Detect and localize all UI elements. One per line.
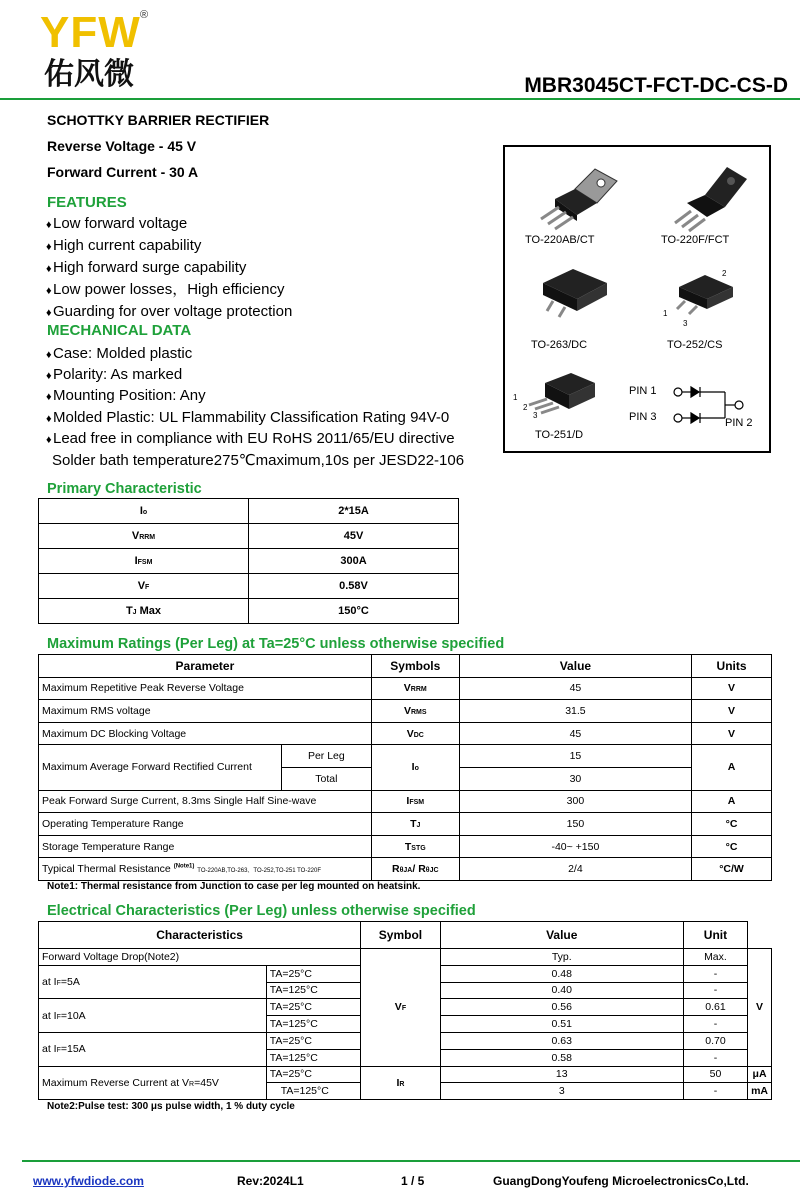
to251-pin-number-2: 2 — [523, 403, 528, 412]
table-row — [39, 524, 459, 549]
param-label: Peak Forward Surge Current, 8.3ms Single Half Sine-wave — [42, 795, 317, 808]
bullet-icon: ♦ — [46, 285, 52, 297]
mechanical-item — [46, 365, 182, 386]
value-cell — [459, 722, 691, 745]
column-header-label: Value — [559, 658, 592, 673]
mechanical-item — [46, 386, 206, 407]
symbol: I — [406, 795, 410, 808]
param-label: Storage Temperature Range — [42, 840, 175, 853]
unit: A — [727, 795, 736, 808]
condition-cell — [39, 965, 267, 999]
max-ratings-heading: Maximum Ratings (Per Leg) at Ta=25°C unless otherwise specified — [47, 636, 505, 652]
temperature: TA=25°C — [269, 1001, 312, 1014]
to252-package-icon — [677, 275, 733, 314]
condition-subscript: F — [56, 1013, 61, 1021]
table-row — [39, 677, 772, 700]
vf-label: Forward Voltage Drop(Note2) — [42, 950, 180, 963]
to252-pin-number-3: 3 — [683, 319, 688, 328]
param-subscript: J — [132, 609, 137, 616]
electrical-heading: Electrical Characteristics (Per Leg) unless otherwise specified — [47, 903, 476, 919]
typ-cell — [440, 1032, 683, 1049]
unit-cell — [692, 858, 772, 881]
value: 150 — [566, 817, 585, 830]
table-row — [39, 722, 772, 745]
max-cell — [683, 982, 747, 999]
param-note: (Note1) — [173, 863, 195, 870]
symbol-subscript: FSM — [409, 799, 425, 807]
symbol-subscript: F — [401, 1005, 407, 1013]
reverse-voltage-rating: Reverse Voltage - 45 V — [47, 138, 197, 154]
unit: °C/W — [719, 863, 744, 876]
max-cell — [683, 1016, 747, 1033]
max-ratings-note: Note1: Thermal resistance from Junction to case per leg mounted on heatsink. — [47, 881, 421, 892]
mechanical-item — [46, 429, 455, 450]
symbol-cell — [371, 677, 459, 700]
primary-characteristic-heading: Primary Characteristic — [47, 481, 202, 497]
table-row — [39, 1066, 772, 1083]
column-header — [361, 922, 440, 949]
mechanical-text: Case: Molded plastic — [53, 345, 193, 362]
condition-cell — [39, 1032, 267, 1066]
symbol-subscript: STG — [411, 844, 426, 852]
typ-label: Typ. — [551, 950, 572, 963]
param-cell — [39, 499, 249, 524]
value-cell — [249, 599, 459, 624]
temperature-cell — [266, 1016, 360, 1033]
value: 2/4 — [568, 863, 583, 876]
value-cell — [459, 700, 691, 723]
unit-cell — [748, 1066, 772, 1083]
mechanical-text: Molded Plastic: UL Flammability Classification Rating 94V-0 — [53, 409, 450, 426]
param-value: 300A — [340, 555, 367, 567]
unit-cell — [692, 835, 772, 858]
unit-cell — [692, 677, 772, 700]
page-number: 1 / 5 — [401, 1174, 425, 1188]
feature-item — [46, 302, 292, 323]
electrical-note: Note2:Pulse test: 300 μs pulse width, 1 % duty cycle — [47, 1101, 295, 1112]
unit: μA — [752, 1068, 767, 1081]
value-cell — [459, 813, 691, 836]
table-row — [39, 835, 772, 858]
bullet-icon: ♦ — [46, 413, 52, 425]
website-link[interactable]: www.yfwdiode.com — [33, 1174, 144, 1188]
feature-item — [46, 214, 187, 235]
max-cell — [683, 999, 747, 1016]
package-label-to263: TO-263/DC — [531, 339, 588, 351]
symbol-subscript: J — [416, 821, 421, 829]
column-header-label: Parameter — [175, 658, 235, 673]
solder-bath-note: Solder bath temperature275℃maximum,10s per JESD22-106 — [52, 452, 465, 469]
package-outline-box — [503, 145, 771, 453]
footer-divider — [22, 1160, 800, 1162]
pin3-label: PIN 3 — [629, 411, 657, 423]
value-cell — [249, 549, 459, 574]
typ-cell — [440, 1066, 683, 1083]
column-header-label: Symbols — [390, 658, 441, 673]
symbol-subscript: R — [399, 1080, 405, 1088]
symbol: I — [411, 761, 415, 774]
param-suffix: Max — [136, 605, 162, 617]
bullet-icon: ♦ — [46, 307, 52, 319]
column-header-label: Symbol — [378, 928, 423, 942]
param-label: Maximum Repetitive Peak Reverse Voltage — [42, 682, 244, 695]
column-header — [440, 922, 683, 949]
symbol-cell — [371, 835, 459, 858]
brand-logo — [40, 8, 150, 58]
unit: mA — [751, 1085, 768, 1098]
symbol: V — [403, 704, 411, 717]
max-value: 0.61 — [705, 1001, 726, 1014]
param-symbol: T — [125, 605, 133, 617]
param-symbol: V — [131, 530, 140, 542]
value: 45 — [569, 727, 582, 740]
param-cell — [39, 677, 372, 700]
param-cell — [39, 813, 372, 836]
vf-symbol-cell — [361, 949, 440, 1067]
forward-current-rating: Forward Current - 30 A — [47, 164, 199, 180]
param-subscript: F — [145, 584, 150, 591]
typ-value: 0.51 — [551, 1018, 572, 1031]
package-label-to220f: TO-220F/FCT — [661, 234, 730, 246]
max-cell — [683, 965, 747, 982]
max-header-cell — [683, 949, 747, 966]
unit-cell — [692, 790, 772, 813]
mechanical-text: Mounting Position: Any — [53, 387, 206, 404]
feature-text: High current capability — [53, 237, 202, 254]
vf-label-cell — [39, 949, 361, 966]
condition-subscript: F — [56, 1047, 61, 1055]
value-cell — [249, 574, 459, 599]
unit: V — [728, 682, 736, 695]
typ-cell — [440, 999, 683, 1016]
temperature: TA=125°C — [280, 1085, 329, 1098]
condition-cell — [39, 999, 267, 1033]
param-packages: TO-220AB,TO-263、TO-252,TO-251 TO-220F — [197, 868, 322, 875]
package-label-to251: TO-251/D — [535, 429, 584, 441]
max-cell — [683, 1049, 747, 1066]
ir-label-cell — [39, 1066, 267, 1100]
column-header — [692, 655, 772, 678]
param-cell — [39, 574, 249, 599]
feature-item — [46, 280, 285, 301]
to251-pin-number-3: 3 — [533, 411, 538, 420]
symbol-2: / R — [412, 863, 426, 876]
typ-cell — [440, 1016, 683, 1033]
symbol: I — [396, 1076, 400, 1089]
max-cell — [683, 1032, 747, 1049]
value: 300 — [566, 795, 585, 808]
table-header-row — [39, 922, 772, 949]
typ-cell — [440, 1083, 683, 1100]
table-row — [39, 599, 459, 624]
symbol-subscript: θJA — [399, 867, 413, 875]
temperature-cell — [266, 982, 360, 999]
unit: V — [756, 1001, 764, 1014]
typ-value: 3 — [558, 1085, 565, 1098]
part-number-title: MBR3045CT-FCT-DC-CS-D — [524, 74, 788, 97]
temperature-cell — [266, 1049, 360, 1066]
to252-pin-number-2: 2 — [722, 269, 727, 278]
ir-label: Maximum Reverse Current at V — [42, 1076, 190, 1089]
value: 31.5 — [565, 704, 586, 717]
temperature-cell — [266, 1083, 360, 1100]
param-cell — [39, 549, 249, 574]
typ-value: 0.48 — [551, 967, 572, 980]
param-label: Operating Temperature Range — [42, 817, 184, 830]
symbol: V — [406, 727, 414, 740]
unit-cell — [692, 745, 772, 790]
feature-text: Low power losses，High efficiency — [53, 281, 285, 298]
param-symbol: I — [139, 505, 143, 517]
ir-label-suffix: =45V — [194, 1076, 219, 1089]
ir-label-subscript: R — [189, 1080, 195, 1088]
symbol-cell — [371, 858, 459, 881]
feature-text: Guarding for over voltage protection — [53, 303, 293, 320]
bullet-icon: ♦ — [46, 370, 52, 382]
symbol-cell — [371, 813, 459, 836]
table-row — [39, 813, 772, 836]
to263-package-icon — [543, 269, 607, 317]
mechanical-text: Polarity: As marked — [53, 366, 183, 383]
condition-suffix: =5A — [60, 976, 80, 989]
bullet-icon: ♦ — [46, 263, 52, 275]
unit-cell — [748, 1083, 772, 1100]
max-value: - — [713, 967, 718, 980]
param-cell — [39, 790, 372, 813]
value: 45 — [569, 682, 582, 695]
mechanical-data-heading: MECHANICAL DATA — [47, 322, 192, 339]
bullet-icon: ♦ — [46, 349, 52, 361]
symbol-subscript: DC — [413, 731, 424, 739]
condition-subscript: F — [56, 980, 61, 988]
table-row — [39, 745, 772, 768]
column-header-label: Unit — [703, 928, 728, 942]
symbol: R — [392, 863, 400, 876]
value-cell — [249, 499, 459, 524]
max-cell — [683, 1083, 747, 1100]
symbol-2-subscript: θJC — [425, 867, 439, 875]
typ-value: 0.63 — [551, 1034, 572, 1047]
sub-label: Total — [315, 772, 338, 785]
pin1-label: PIN 1 — [629, 385, 657, 397]
package-drawings — [505, 147, 769, 451]
value-cell — [459, 745, 691, 768]
typ-value: 0.58 — [551, 1051, 572, 1064]
symbol: V — [394, 1001, 402, 1014]
feature-text: Low forward voltage — [53, 215, 188, 232]
revision-label: Rev:2024L1 — [237, 1174, 304, 1188]
param-cell — [39, 835, 372, 858]
symbol-cell — [371, 700, 459, 723]
param-value: 150°C — [338, 605, 369, 617]
value-cell — [459, 835, 691, 858]
temperature: TA=125°C — [269, 1018, 318, 1031]
table-row — [39, 499, 459, 524]
value: 15 — [569, 750, 582, 763]
table-header-row — [39, 655, 772, 678]
bullet-icon: ♦ — [46, 219, 52, 231]
unit: A — [727, 761, 736, 774]
temperature: TA=125°C — [269, 984, 318, 997]
mechanical-text: Lead free in compliance with EU RoHS 2011/65/EU directive — [53, 430, 455, 447]
table-row — [39, 549, 459, 574]
typ-cell — [440, 965, 683, 982]
column-header — [683, 922, 747, 949]
condition: at I — [42, 976, 57, 989]
symbol-cell — [371, 745, 459, 790]
param-subscript: RRM — [139, 534, 156, 541]
column-header — [371, 655, 459, 678]
ir-symbol-cell — [361, 1066, 440, 1100]
brand-logo-chinese: 佑风微 — [44, 57, 134, 92]
column-header — [39, 922, 361, 949]
typ-value: 0.56 — [551, 1001, 572, 1014]
typ-value: 13 — [555, 1068, 568, 1081]
param-subscript: FSM — [137, 559, 153, 566]
primary-characteristic-table — [38, 498, 459, 624]
condition-suffix: =10A — [60, 1009, 86, 1022]
param-subscript: o — [142, 509, 148, 516]
temperature: TA=25°C — [269, 1034, 312, 1047]
symbol: T — [410, 817, 417, 830]
symbol: V — [403, 682, 411, 695]
column-header-label: Value — [546, 928, 578, 942]
unit-cell — [692, 813, 772, 836]
company-name: GuangDongYoufeng MicroelectronicsCo,Ltd. — [493, 1174, 749, 1188]
unit: °C — [725, 840, 738, 853]
symbol-subscript: RMS — [411, 708, 427, 716]
table-row — [39, 949, 772, 966]
table-row — [39, 700, 772, 723]
param-cell — [39, 858, 372, 881]
max-value: - — [713, 1051, 718, 1064]
unit-cell — [692, 722, 772, 745]
value: 30 — [569, 772, 582, 785]
feature-item — [46, 236, 201, 257]
condition: at I — [42, 1043, 57, 1056]
value-cell — [459, 677, 691, 700]
temperature: TA=25°C — [269, 1068, 312, 1081]
feature-item — [46, 258, 246, 279]
typ-value: 0.40 — [551, 984, 572, 997]
param-label: Maximum Average Forward Rectified Current — [42, 761, 252, 774]
symbol-subscript: RRM — [410, 686, 427, 694]
registered-mark: ® — [140, 9, 150, 21]
table-row — [39, 574, 459, 599]
sub-cell — [281, 745, 371, 768]
column-header-label: Characteristics — [156, 928, 243, 942]
param-value: 2*15A — [338, 505, 369, 517]
max-value: - — [713, 984, 718, 997]
value-cell — [459, 767, 691, 790]
param-value: 0.58V — [339, 580, 368, 592]
max-value: 50 — [709, 1068, 722, 1081]
unit: V — [728, 727, 736, 740]
temperature-cell — [266, 965, 360, 982]
param-label: Maximum RMS voltage — [42, 704, 151, 717]
bullet-icon: ♦ — [46, 434, 52, 446]
temperature-cell — [266, 1066, 360, 1083]
column-header — [39, 655, 372, 678]
param-symbol: V — [137, 580, 146, 592]
table-row — [39, 790, 772, 813]
value-cell — [459, 790, 691, 813]
to220ab-package-icon — [541, 169, 617, 229]
param-cell — [39, 524, 249, 549]
condition: at I — [42, 1009, 57, 1022]
to220f-package-icon — [675, 167, 747, 231]
temperature-cell — [266, 999, 360, 1016]
electrical-table — [38, 921, 772, 1100]
typ-cell — [440, 982, 683, 999]
value: -40~ +150 — [551, 840, 600, 853]
to251-pin-number-1: 1 — [513, 393, 518, 402]
param-cell — [39, 745, 282, 790]
symbol-subscript: o — [414, 765, 419, 773]
sub-cell — [281, 767, 371, 790]
param-label: Maximum DC Blocking Voltage — [42, 727, 187, 740]
table-row — [39, 858, 772, 881]
symbol: T — [404, 840, 412, 853]
features-heading: FEATURES — [47, 194, 127, 211]
symbol-cell — [371, 722, 459, 745]
temperature: TA=125°C — [269, 1051, 318, 1064]
param-cell — [39, 599, 249, 624]
to251-package-icon — [529, 373, 595, 413]
unit: V — [728, 704, 736, 717]
logo-text: YFW — [40, 8, 141, 57]
param-symbol: I — [134, 555, 138, 567]
unit-cell — [692, 700, 772, 723]
max-value: 0.70 — [705, 1034, 726, 1047]
max-value: - — [713, 1018, 718, 1031]
bullet-icon: ♦ — [46, 241, 52, 253]
to252-pin-number-1: 1 — [663, 309, 668, 318]
feature-text: High forward surge capability — [53, 259, 247, 276]
sub-label: Per Leg — [307, 750, 345, 763]
package-label-to252: TO-252/CS — [667, 339, 723, 351]
vf-unit-cell — [748, 949, 772, 1067]
column-header — [459, 655, 691, 678]
max-label: Max. — [704, 950, 727, 963]
param-value: 45V — [343, 530, 364, 542]
typ-cell — [440, 1049, 683, 1066]
param-cell — [39, 722, 372, 745]
typ-header-cell — [440, 949, 683, 966]
package-label-to220ab: TO-220AB/CT — [525, 234, 595, 246]
header-divider — [0, 98, 800, 100]
unit: °C — [725, 817, 738, 830]
param-label: Typical Thermal Resistance — [42, 863, 171, 876]
mechanical-item — [46, 408, 449, 429]
symbol-cell — [371, 790, 459, 813]
value-cell — [249, 524, 459, 549]
device-type: SCHOTTKY BARRIER RECTIFIER — [47, 112, 270, 128]
mechanical-item — [46, 344, 192, 365]
temperature: TA=25°C — [269, 967, 312, 980]
max-cell — [683, 1066, 747, 1083]
max-ratings-table — [38, 654, 772, 881]
value-cell — [459, 858, 691, 881]
condition-suffix: =15A — [60, 1043, 86, 1056]
temperature-cell — [266, 1032, 360, 1049]
bullet-icon: ♦ — [46, 391, 52, 403]
param-cell — [39, 700, 372, 723]
pin2-label: PIN 2 — [725, 417, 753, 429]
column-header-label: Units — [716, 658, 747, 673]
max-value: - — [713, 1085, 718, 1098]
